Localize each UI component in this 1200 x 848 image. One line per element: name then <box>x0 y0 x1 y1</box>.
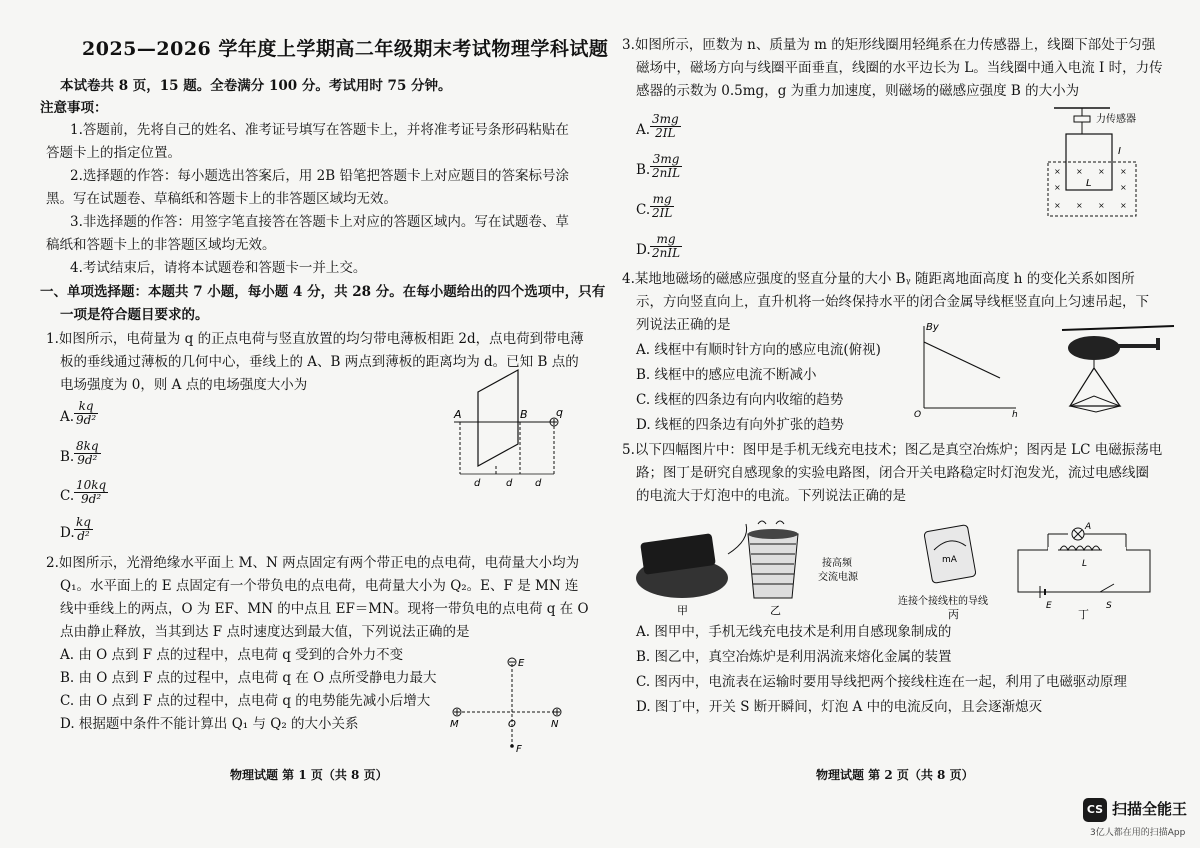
inductor-icon <box>1060 546 1100 550</box>
caption-yi: 乙 <box>770 604 781 617</box>
label-o: O <box>508 719 516 730</box>
note-2b: 黑。写在试题卷、草稿纸和答题卡上的非答题区域均无效。 <box>46 191 397 207</box>
q3-option-b-label: B. <box>636 162 651 178</box>
label-q: q <box>556 406 563 419</box>
battery-label: E <box>1046 601 1052 611</box>
page-1-footer: 物理试题 第 1 页（共 8 页） <box>230 768 388 782</box>
graph-ylabel: By <box>926 322 939 333</box>
note-2a: 2.选择题的作答：每小题选出答案后，用 2B 铅笔把答题卡上对应题目的答案标号涂 <box>70 168 569 184</box>
q3-option-a: $\frac{3mg}{2IL}$ <box>652 112 679 140</box>
page-2-footer: 物理试题 第 2 页（共 8 页） <box>816 768 974 782</box>
q4-option-b: B. 线框中的感应电流不断减小 <box>636 367 817 383</box>
q1-option-a: $\frac{kq}{\text{9d²}}$ <box>76 399 97 427</box>
bing-note: 连接个接线柱的导线 <box>898 596 988 607</box>
q1-option-c: $\frac{10kq}{\text{9d²}}$ <box>76 478 107 506</box>
graph-xlabel: h <box>1012 410 1018 418</box>
q1-diagram <box>448 362 568 492</box>
q5-figures <box>630 520 1190 620</box>
q1-option-d-label: D. <box>60 525 75 541</box>
force-sensor-icon <box>1074 116 1090 122</box>
q4-stem-3: 列说法正确的是 <box>636 317 731 333</box>
note-1a: 1.答题前，先将自己的姓名、准考证号填写在答题卡上，并将准考证号条形码粘贴在 <box>70 122 569 138</box>
q2-option-a: A. 由 O 点到 F 点的过程中，点电荷 q 受到的合外力不变 <box>60 647 404 663</box>
q1-option-c-label: C. <box>60 488 75 504</box>
coil-label: L <box>1082 559 1088 569</box>
svg-text:×: × <box>1076 201 1083 210</box>
q4-stem-2: 示，方向竖直向上，直升机将一始终保持水平的闭合金属导线框竖直向上匀速吊起，下 <box>636 294 1149 310</box>
label-m: M <box>450 719 459 730</box>
caption-ding: 丁 <box>1078 608 1089 620</box>
svg-text:×: × <box>1098 167 1105 176</box>
note-3b: 稿纸和答题卡上的非答题区域均无效。 <box>46 237 276 253</box>
page-2 <box>600 0 1200 848</box>
switch-label: S <box>1106 601 1112 611</box>
notice-heading: 注意事项： <box>40 100 108 116</box>
q2-option-b: B. 由 O 点到 F 点的过程中，点电荷 q 在 O 点所受静电力最大 <box>60 670 437 686</box>
q1-option-d: $\frac{kq}{\text{d²}}$ <box>76 515 91 543</box>
svg-text:×: × <box>1054 183 1061 192</box>
label-d-2: d <box>506 478 513 489</box>
q2-option-c: C. 由 O 点到 F 点的过程中，点电荷 q 的电势能先减小后增大 <box>60 693 431 709</box>
charged-plate <box>478 370 518 466</box>
exam-info: 本试卷共 8 页，15 题。全卷满分 100 分。考试用时 75 分钟。 <box>60 78 452 94</box>
q5-stem-3: 的电流大于灯泡中的电流。下列说法正确的是 <box>636 488 906 504</box>
q3-option-b: 3mg 2nIL <box>652 152 681 180</box>
q2-option-d: D. 根据题中条件不能计算出 Q₁ 与 Q₂ 的大小关系 <box>60 716 359 732</box>
q1-option-b: $\frac{8kq}{\text{9d²}}$ <box>76 439 99 467</box>
q5-stem-2: 路；图丁是研究自感现象的实验电路图，闭合开关电路稳定时灯泡发光，流过电感线圈 <box>636 465 1149 481</box>
label-d-3: d <box>535 478 542 489</box>
q4-option-d: D. 线框的四条边有向外扩张的趋势 <box>636 417 844 433</box>
label-a: A <box>454 408 462 421</box>
q2-diagram <box>445 650 565 760</box>
q5-option-a: A. 图甲中，手机无线充电技术是利用自感现象制成的 <box>636 624 952 640</box>
q2-stem-1: 2.如图所示，光滑绝缘水平面上 M、N 两点固定有两个带正电的点电荷，电荷量大小均为 <box>46 555 580 571</box>
yi-note-1: 接高频 <box>822 558 852 569</box>
svg-text:×: × <box>1120 167 1127 176</box>
label-i: I <box>1118 146 1121 157</box>
section-1-heading-cont: 一项是符合题目要求的。 <box>60 307 209 323</box>
q3-option-c-label: C. <box>636 202 651 218</box>
circuit-loop <box>1018 550 1150 592</box>
svg-text:×: × <box>1098 201 1105 210</box>
ammeter-icon <box>924 525 976 584</box>
note-4: 4.考试结束后，请将本试题卷和答题卡一并上交。 <box>70 260 367 276</box>
yi-note-2: 交流电源 <box>818 572 858 583</box>
wire-frame-icon <box>1070 368 1120 406</box>
label-b: B <box>520 408 528 421</box>
caption-jia: 甲 <box>677 604 688 617</box>
q1-option-b-label: B. <box>60 449 75 465</box>
q3-option-c: $\frac{mg}{2IL}$ <box>652 192 673 220</box>
q4-graph <box>912 318 1022 418</box>
camscanner-logo-icon: CS <box>1083 798 1107 822</box>
q5-option-d: D. 图丁中，开关 S 断开瞬间，灯泡 A 中的电流反向，且会逐渐熄灭 <box>636 699 1043 715</box>
svg-text:×: × <box>1120 201 1127 210</box>
q5-option-b: B. 图乙中，真空冶炼炉是利用涡流来熔化金属的装置 <box>636 649 952 665</box>
point-f-icon <box>510 744 514 748</box>
graph-origin: O <box>914 410 922 418</box>
label-l: L <box>1086 178 1092 189</box>
note-1b: 答题卡上的指定位置。 <box>46 145 181 161</box>
q1-stem-2: 板的垂线通过薄板的几何中心，垂线上的 A、B 两点到薄板的距离均为 d。已知 B 点的 <box>60 354 579 370</box>
svg-text:×: × <box>1076 167 1083 176</box>
meter-label: mA <box>942 555 957 565</box>
switch-icon <box>1100 584 1114 592</box>
lamp-label: A <box>1085 522 1092 532</box>
svg-text:×: × <box>1054 167 1061 176</box>
by-line <box>924 342 1000 378</box>
exam-title: 2025—2026 学年度上学期高二年级期末考试物理学科试题 <box>82 38 609 60</box>
sensor-label: 力传感器 <box>1096 114 1136 125</box>
label-d-1: d <box>474 478 481 489</box>
q2-stem-4: 点由静止释放，当其到达 F 点时速度达到最大值，下列说法正确的是 <box>60 624 470 640</box>
rotor-icon <box>1062 326 1174 330</box>
q2-stem-2: Q₁。水平面上的 E 点固定有一个带负电的点电荷，电荷量大小为 Q₂。E、F 是 MN 连 <box>60 578 579 594</box>
q3-stem-2: 磁场中，磁场方向与线圈平面垂直，线圈的水平边长为 L。当线圈中通入电流 I 时，力传 <box>636 60 1163 76</box>
camscanner-name: 扫描全能王 <box>1112 800 1188 818</box>
helicopter-image <box>1054 322 1184 414</box>
q3-option-a-label: A. <box>636 122 651 138</box>
q3-stem-3: 感器的示数为 0.5mg，g 为重力加速度，则磁场的磁感应强度 B 的大小为 <box>636 83 1080 99</box>
q5-stem-1: 5.以下四幅图片中：图甲是手机无线充电技术；图乙是真空冶炼炉；图丙是 LC 电磁振荡电 <box>622 442 1163 458</box>
svg-text:×: × <box>1120 183 1127 192</box>
q3-stem-1: 3.如图所示，匝数为 n、质量为 m 的矩形线圈用轻绳系在力传感器上，线圈下部处于匀强 <box>622 37 1156 53</box>
section-1-heading: 一、单项选择题：本题共 7 小题，每小题 4 分，共 28 分。在每小题给出的四个选项中，只有 <box>40 284 606 300</box>
q3-option-d: mg 2nIL <box>652 232 681 260</box>
note-3a: 3.非选择题的作答：用签字笔直接答在答题卡上对应的答题区域内。写在试题卷、草 <box>70 214 569 230</box>
helicopter-body-icon <box>1068 336 1120 360</box>
label-e: E <box>518 658 525 669</box>
q1-stem-3: 电场强度为 0，则 A 点的电场强度大小为 <box>60 377 308 393</box>
q4-stem-1: 4.某地地磁场的磁感应强度的竖直分量的大小 Bᵧ 随距离地面高度 h 的变化关系如图所 <box>622 271 1135 287</box>
q4-option-c: C. 线框的四条边有向内收缩的趋势 <box>636 392 844 408</box>
q3-option-d-label: D. <box>636 242 651 258</box>
q1-option-a-label: A. <box>60 409 75 425</box>
q1-stem-1: 1.如图所示，电荷量为 q 的正点电荷与竖直放置的均匀带电薄板相距 2d，点电荷到带电薄 <box>46 331 584 347</box>
svg-text:×: × <box>1054 201 1061 210</box>
label-f: F <box>516 744 522 755</box>
q3-diagram <box>1040 100 1190 225</box>
camscanner-tagline: 3亿人都在用的扫描App <box>1090 828 1186 838</box>
q2-stem-3: 线中垂线上的两点，O 为 EF、MN 的中点且 EF＝MN。现将一带负电的点电荷 q 在 O <box>60 601 589 617</box>
label-n: N <box>551 719 559 730</box>
q5-option-c: C. 图丙中，电流表在运输时要用导线把两个接线柱连在一起，利用了电磁驱动原理 <box>636 674 1127 690</box>
caption-bing: 丙 <box>948 608 959 620</box>
q4-option-a: A. 线框中有顺时针方向的感应电流(俯视) <box>636 342 881 358</box>
